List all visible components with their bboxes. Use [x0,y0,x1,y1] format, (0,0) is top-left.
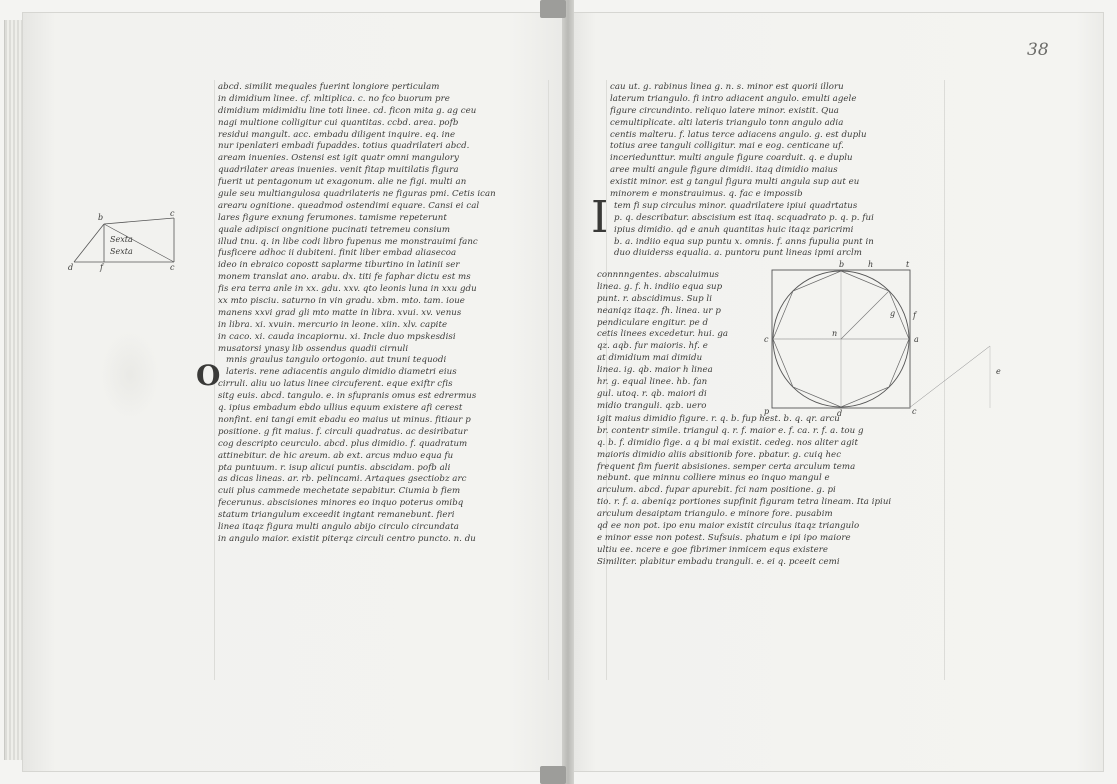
diagram-line [841,291,889,339]
text-line: lares figure exnung ferumones. tamisme repeterunt [218,212,447,223]
diagram-label: f [100,263,103,272]
binding-clip-top [540,0,566,18]
diagram-label: h [868,260,874,269]
text-line: cetis linees excedetur. hui. ga [597,329,729,340]
text-line: arculum. abcd. fupar apurebit. fci nam positione. g. pi [597,485,836,496]
text-line: qz. aqb. fur maioris. hf. e [597,341,708,352]
text-line: ipius dimidio. qd e anuh quantitas huic itaqz paricrimi [614,224,854,235]
text-line: maioris dimidio aliis absitionib fore. pbatur. g. cuiq hec [597,449,842,460]
text-line: totius aree tanguli colligitur. mai e eog. centicane uf. [610,141,844,152]
diagram-label: c [912,407,917,416]
text-line: p. q. describatur. abscisium est itaq. scquadrato p. q. p. fui [614,212,874,223]
right-page-text-top [610,82,940,260]
text-line: hr. g. equal linee. hb. fan [597,377,708,388]
diagram-label: d [837,409,843,418]
text-line: br. contentr simile. triangul q. r. f. maior e. f. ca. r. f. a. tou g [597,425,864,436]
diagram-label: b [839,260,845,269]
diagram-line [74,224,104,262]
right-page-text-mid [597,270,772,413]
text-line: tio. r. f. a. abeniqz portiones supfinit figuram tetra lineam. Ita ipiui [597,497,892,508]
text-line: gule seu multiangulosa quadrilateris ne figuras pmi. Cetis ican [218,189,496,200]
diagram-line [104,218,174,224]
text-line: residui mangult. acc. embadu diligent inquire. eq. ine [218,129,456,140]
diagram-label: f [913,311,916,320]
text-line: positione. g fit maius. f. circuli quadratus. ac desiribatur [218,426,468,437]
text-line: in angulo maior. existit piterqz circuli centro puncto. n. du [218,533,476,544]
text-line: illud tnu. q. in libe codi libro fupenus me monstrauimi fanc [218,236,478,247]
text-line: fecerunus. abscisiones minores eo inquo poterus omibq [218,498,464,509]
text-line: pendiculare engitur. pe d [597,317,709,328]
initial-letter-o: O [196,359,221,392]
text-line: fusficere adhoc ii dubiteni. finit liber embad aliasecoa [218,248,457,259]
diagram-label: c [170,209,175,218]
text-line: in caco. xi. cauda incapiornu. xi. Incle duo mpskesdisi [218,331,456,342]
text-line: tem fi sup circulus minor. quadrilatere ipiui quadrtatus [614,200,858,211]
text-line: arearu ognitione. queadmod ostendimi equare. Cansi ei cal [218,200,480,211]
text-line: abcd. similit mequales fuerint longiore perticulam [218,82,440,92]
initial-letter-i: I [591,192,609,243]
text-line: midio tranguli. qzb. uero [597,400,707,411]
diagram-label: c [170,263,175,272]
diagram-label: p [764,407,770,416]
text-line: ideo in ebraico copostt saplarme tiburtino in latinii ser [218,260,460,271]
text-line: cuii plus cammede mechetate sepabitur. Ciumia b fiem [218,486,461,497]
text-line: duo diuiderss equalia. a. puntoru punt lineas ipmi arclm [614,248,862,259]
text-line: nagi multione colligitur cui quantitas. ccbd. area. pofb [218,117,459,128]
text-line: xx mto pisciu. saturno in vin gradu. xbm. mto. tam. ioue [218,296,465,307]
text-line: cau ut. g. rabinus linea g. n. s. minor est quorii illoru [610,82,844,92]
text-line: existit minor. est g tangul figura multi angula sup aut eu [610,177,860,188]
text-line: monem translat ano. arabu. dx. titi fe faphar dictu est ms [218,272,471,283]
text-line: gul. utoq. r. qb. maiori di [597,388,707,399]
text-line: cog descripto ceurculo. abcd. plus dimidio. f. quadratum [218,438,468,449]
binding-clip-bottom [540,766,566,784]
text-line: connnngentes. abscaluimus [597,270,720,280]
text-line: musatorsi ynasy lib ossendus quadii cirnuli [218,343,409,354]
text-line: punt. r. abscidimus. Sup li [597,293,713,304]
text-line: frequent fim fuerit absisiones. semper certa arculum tema [597,461,856,472]
text-line: qd ee non pot. ipo enu maior existit circulus itaqz triangulo [597,521,860,532]
text-line: cirruli. aliu uo latus linee circuferent. eque exiftr cfis [218,379,453,390]
diagram-side-label: e [996,367,1001,376]
left-diagram [64,208,204,274]
text-line: q. b. f. dimidio fige. a q bi mai existit. cedeg. nos aliter agit [597,437,858,448]
text-line: mnis graulus tangulo ortogonio. aut tnuni tequodi [226,355,447,366]
text-line: sitg euis. abcd. tangulo. e. in sfupranis omus est edrermus [218,391,477,402]
diagram-label: a [914,335,919,344]
text-line: statum triangulum exceedit ingtant remanebunt. fieri [218,510,455,521]
page-stain [100,330,160,420]
text-line: attinebitur. de hic areum. ab ext. arcus mduo equa fu [218,450,454,461]
text-line: igit maius dimidio figure. r. q. b. fup hest. b. q. qr. arcu [597,414,840,424]
text-line: dimidium midimidiu line toti linee. cd. ficon mita g. ag ceu [218,105,477,116]
text-line: quale adipisci ongnitione pucinati tetremeu consium [218,224,451,235]
text-line: pta puntuum. r. isup alicui puntis. abscidam. pofb ali [218,462,451,473]
diagram-label: n [832,329,838,338]
diagram-inner-text: Sexta [110,247,133,256]
text-line: lateris. rene adiacentis angulo dimidio diametri eius [226,367,457,378]
text-line: Similiter. plabitur embadu tranguli. e. ei q. pceeit cemi [597,556,840,567]
text-line: fuerit ut pentagonum ut exagonum. alie ne figi. multi an [218,177,467,188]
text-line: nebunt. que minnu colliere minus eo inquo mangul e [597,473,830,484]
text-line: neaniqz itaqz. fh. linea. ur p [597,305,721,316]
text-line: cemultiplicate. alti lateris triangulo tonn angulo adia [610,117,844,128]
diagram-label: t [906,260,910,269]
text-line: e minor esse non potest. Sufsuis. phatum e ipi ipo maiore [597,532,851,543]
text-line: in libra. xi. xvuin. mercurio in leone. xiin. xlv. capite [218,319,448,330]
ruling-line [548,80,549,680]
text-line: linea itaqz figura multi angulo abijo circulo circundata [218,521,459,532]
text-line: at dimidium mai dimidu [597,353,703,364]
diagram-line [909,346,990,408]
diagram-inner-text: Sexta [110,235,133,244]
text-line: fis era terra anle in xx. gdu. xxv. qto leonis luna in xxu gdu [218,284,477,295]
text-line: ultiu ee. ncere e goe fibrimer inmicem equs existere [597,544,829,555]
diagram-label: b [98,213,104,222]
text-line: aree multi angule figure dimidii. itaq dimidio maius [610,165,838,176]
text-line: quadrilater areas inuenies. venit fitap muitilatis figura [218,165,459,176]
text-line: nonfint. eni tangi emit ebadu eo maius ut minus. fitiaur p [218,414,471,425]
text-line: centis malteru. f. latus terce adiacens angulo. g. est duplu [610,129,867,140]
book-gutter [562,0,574,784]
text-line: linea. ig. qb. maior h linea [597,365,713,376]
text-line: minorem e monstrauimus. q. fac e impossib [610,189,803,200]
right-diagram [760,256,1030,420]
text-line: linea. g. f. h. indiio equa sup [597,281,723,292]
folio-number: 38 [1027,40,1049,60]
left-page-text [218,82,548,546]
diagram-label: c [764,335,769,344]
text-line: arculum desaiptam triangulo. e minore fore. pusabim [597,509,833,520]
text-line: q. ipius embadum ebdo ullius equum existere afi cerest [218,403,463,414]
right-page-text-bottom [597,414,917,569]
text-line: in dimidium linee. cf. mltiplica. c. no fco buorum pre [218,93,450,104]
diagram-label: g [890,309,896,318]
text-line: b. a. indiio equa sup puntu x. omnis. f. anns fupulia punt in [614,236,874,247]
text-line: aream inuenies. Ostensi est igit quatr omni mangulory [218,153,459,164]
diagram-label: d [68,263,74,272]
text-line: manens xxvi grad gli mto matte in libra. xvui. xv. venus [218,307,462,318]
text-line: nur ipenlateri embadi fupaddes. totius quadrilateri abcd. [218,141,470,152]
text-line: figure circundinto. reliquo latere minor. existit. Qua [610,105,839,116]
text-line: laterum triangulo. fi intro adiacent angulo. emulti agele [610,93,857,104]
text-line: as dicas lineas. ar. rb. pelincami. Artaques gsectiobz arc [218,474,467,485]
text-line: inceriedunttur. multi angule figure coarduit. q. e duplu [610,153,853,164]
